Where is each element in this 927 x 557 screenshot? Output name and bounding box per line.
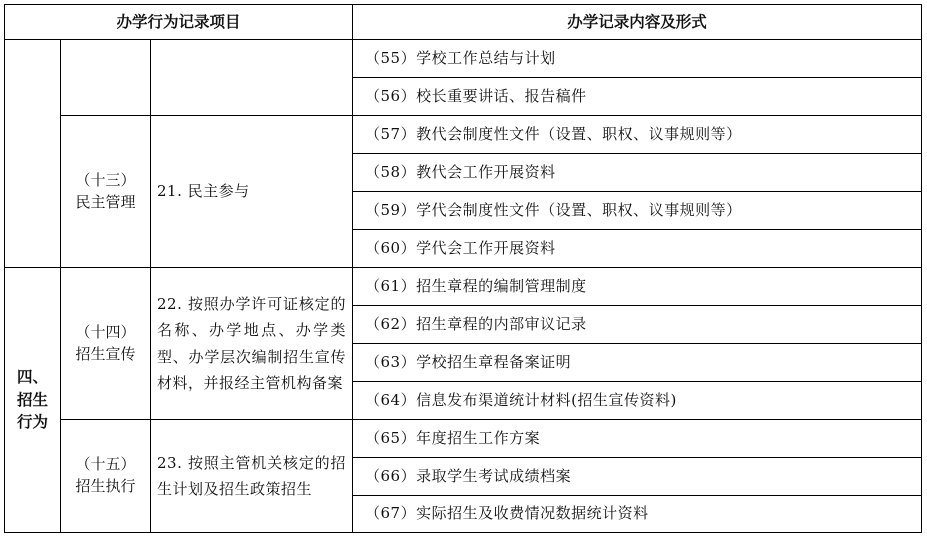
group-14-number: （十四）	[75, 322, 136, 341]
record-59: （59）学代会制度性文件（设置、职权、议事规则等）	[353, 192, 922, 230]
record-62: （62）招生章程的内部审议记录	[353, 306, 922, 344]
section-four-line3: 行为	[16, 413, 48, 432]
group-15-name: 招生执行	[75, 477, 136, 495]
records-table	[4, 4, 922, 533]
section-four-line1: 四、	[16, 368, 48, 387]
group-15-number: （十五）	[75, 455, 136, 474]
record-65: （65）年度招生工作方案	[353, 420, 922, 458]
record-57: （57）教代会制度性文件（设置、职权、议事规则等）	[353, 116, 922, 154]
item-22: 22. 按照办学许可证核定的名称、办学地点、办学类型、办学层次编制招生宣传材料，并报经主管机构备案	[151, 268, 353, 420]
item-21: 21. 民主参与	[151, 116, 353, 268]
section-four-line2: 招生	[16, 390, 48, 409]
record-58: （58）教代会工作开展资料	[353, 154, 922, 192]
table-row	[5, 420, 922, 458]
group-14-name: 招生宣传	[75, 344, 136, 363]
group-13-number: （十三）	[75, 170, 136, 189]
group-14-cell	[61, 268, 151, 420]
group-13-name: 民主管理	[75, 192, 136, 211]
record-61: （61）招生章程的编制管理制度	[353, 268, 922, 306]
item-23: 23. 按照主管机关核定的招生计划及招生政策招生	[151, 420, 353, 533]
table-row	[5, 268, 922, 306]
header-record-content: 办学记录内容及形式	[353, 5, 922, 40]
record-60: （60）学代会工作开展资料	[353, 230, 922, 268]
header-behavior-items: 办学行为记录项目	[5, 5, 353, 40]
record-64: （64）信息发布渠道统计材料(招生宣传资料)	[353, 382, 922, 420]
empty-item-cell	[151, 40, 353, 116]
table-row	[5, 116, 922, 154]
empty-section-cell	[5, 40, 61, 268]
header-row	[5, 5, 922, 40]
record-55: （55）学校工作总结与计划	[353, 40, 922, 78]
empty-group-cell	[61, 40, 151, 116]
record-63: （63）学校招生章程备案证明	[353, 344, 922, 382]
record-67: （67）实际招生及收费情况数据统计资料	[353, 496, 922, 533]
record-56: （56）校长重要讲话、报告稿件	[353, 78, 922, 116]
group-15-cell	[61, 420, 151, 533]
record-66: （66）录取学生考试成绩档案	[353, 458, 922, 496]
section-four-cell	[5, 268, 61, 533]
group-13-cell	[61, 116, 151, 268]
table-row	[5, 40, 922, 78]
